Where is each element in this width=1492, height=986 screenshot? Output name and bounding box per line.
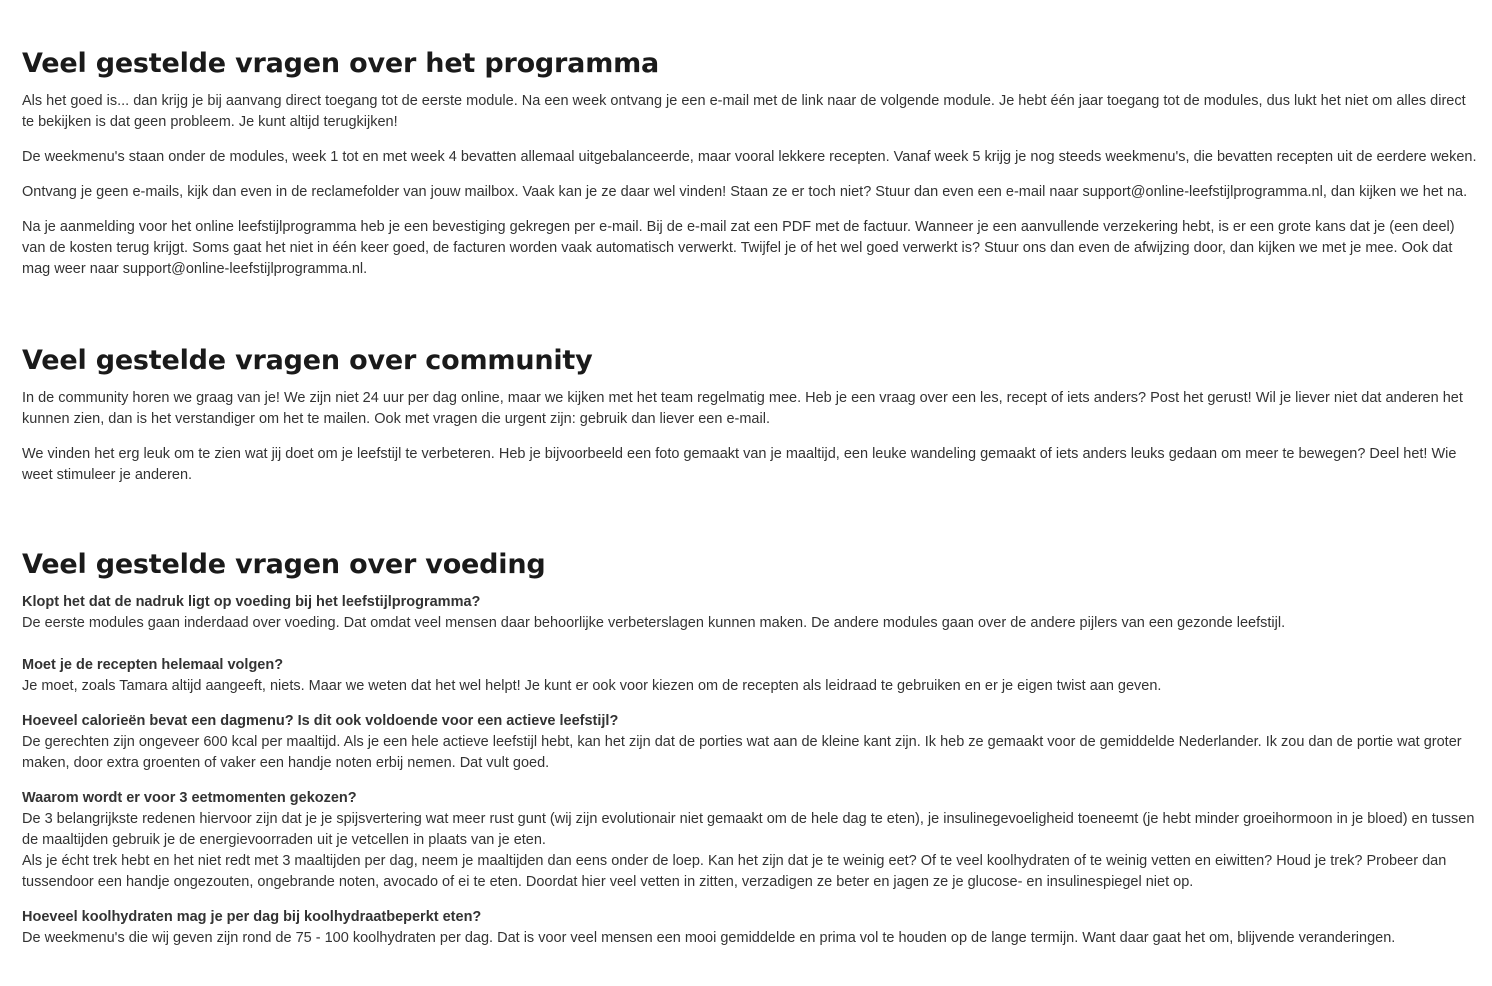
faq-item xyxy=(22,788,1480,893)
faq-answer: Je moet, zoals Tamara altijd aangeeft, niets. Maar we weten dat het wel helpt! Je kunt er ook voor kiezen om de recepten als leidraad te gebruiken en er je eigen twist aan geven. xyxy=(22,678,1162,694)
faq-paragraph: Na je aanmelding voor het online leefstijlprogramma heb je een bevestiging gekregen per e-mail. Bij de e-mail zat een PDF met de factuur. Wanneer je een aanvullende verzekering hebt, is er een grote kans dat je (een deel) van de kosten terug krijgt. Soms gaat het niet in één keer goed, de facturen worden vaak automatisch verwerkt. Twijfel je of het wel goed verwerkt is? Stuur ons dan even de afwijzing door, dan kijken we met je mee. Ook dat mag weer naar support@online-leefstijlprogramma.nl. xyxy=(22,219,1455,277)
section-heading: Veel gestelde vragen over het programma xyxy=(22,48,660,79)
faq-item xyxy=(22,711,1480,774)
faq-item xyxy=(22,655,1480,697)
faq-section-programma xyxy=(22,0,1480,280)
faq-section-voeding xyxy=(22,500,1480,949)
section-heading: Veel gestelde vragen over voeding xyxy=(22,549,546,580)
faq-paragraph: We vinden het erg leuk om te zien wat jij doet om je leefstijl te verbeteren. Heb je bijvoorbeeld een foto gemaakt van je maaltijd, een leuke wandeling gemaakt of iets anders leuks gedaan om meer te bewegen? Deel het! Wie weet stimuleer je anderen. xyxy=(22,446,1457,483)
faq-answer: De weekmenu's die wij geven zijn rond de 75 - 100 koolhydraten per dag. Dat is voor veel mensen een mooi gemiddelde en prima vol te houden op de lange termijn. Want daar gaat het om, blijvende veranderingen. xyxy=(22,930,1396,946)
faq-question: Hoeveel koolhydraten mag je per dag bij koolhydraatbeperkt eten? xyxy=(22,909,482,925)
faq-paragraph: Als het goed is... dan krijg je bij aanvang direct toegang tot de eerste module. Na een week ontvang je een e-mail met de link naar de volgende module. Je hebt één jaar toegang tot de modules, dus lukt het niet om alles direct te bekijken is dat geen probleem. Je kunt altijd terugkijken! xyxy=(22,93,1466,130)
faq-paragraph: In de community horen we graag van je! We zijn niet 24 uur per dag online, maar we kijken met het team regelmatig mee. Heb je een vraag over een les, recept of iets anders? Post het gerust! Wil je liever niet dat anderen het kunnen zien, dan is het verstandiger om het te mailen. Ook met vragen die urgent zijn: gebruik dan liever een e-mail. xyxy=(22,390,1463,427)
faq-item xyxy=(22,592,1480,634)
faq-answer: De gerechten zijn ongeveer 600 kcal per maaltijd. Als je een hele actieve leefstijl hebt, kan het zijn dat de porties wat aan de kleine kant zijn. Ik heb ze gemaakt voor de gemiddelde Nederlander. Ik zou dan de portie wat groter maken, door extra groenten of vaker een handje noten erbij nemen. Dat vult goed. xyxy=(22,734,1462,771)
faq-answer: De eerste modules gaan inderdaad over voeding. Dat omdat veel mensen daar behoorlijke verbeterslagen kunnen maken. De andere modules gaan over de andere pijlers van een gezonde leefstijl. xyxy=(22,615,1286,631)
faq-paragraph: De weekmenu's staan onder de modules, week 1 tot en met week 4 bevatten allemaal uitgebalanceerde, maar vooral lekkere recepten. Vanaf week 5 krijg je nog steeds weekmenu's, die bevatten recepten uit de eerdere weken. xyxy=(22,149,1477,165)
faq-question: Moet je de recepten helemaal volgen? xyxy=(22,657,284,673)
faq-paragraph: Ontvang je geen e-mails, kijk dan even in de reclamefolder van jouw mailbox. Vaak kan je ze daar wel vinden! Staan ze er toch niet? Stuur dan even een e-mail naar support@online-leefstijlprogramma.nl, dan kijken we het na. xyxy=(22,184,1468,200)
faq-answer: De 3 belangrijkste redenen hiervoor zijn dat je je spijsvertering wat meer rust gunt (wij zijn evolutionair niet gemaakt om de hele dag te eten), je insulinegevoeligheid toeneemt (je hebt minder groeihormoon in je bloed) en tussen de maaltijden gebruik je de energievoorraden uit je vetcellen in plaats van je eten. xyxy=(22,811,1475,848)
section-heading: Veel gestelde vragen over community xyxy=(22,345,593,376)
faq-answer-continued: Als je écht trek hebt en het niet redt met 3 maaltijden per dag, neem je maaltijden dan eens onder de loep. Kan het zijn dat je te weinig eet? Of te veel koolhydraten of te weinig vetten en eiwitten? Houd je trek? Probeer dan tussendoor een handje ongezouten, ongebrande noten, avocado of ei te eten. Doordat hier veel vetten in zitten, verzadigen ze beter en jagen ze je glucose- en insulinespiegel niet op. xyxy=(22,853,1447,890)
faq-section-community xyxy=(22,294,1480,486)
faq-item xyxy=(22,907,1480,949)
faq-question: Klopt het dat de nadruk ligt op voeding bij het leefstijlprogramma? xyxy=(22,594,481,610)
faq-question: Waarom wordt er voor 3 eetmomenten gekozen? xyxy=(22,790,357,806)
faq-question: Hoeveel calorieën bevat een dagmenu? Is dit ook voldoende voor een actieve leefstijl? xyxy=(22,713,619,729)
